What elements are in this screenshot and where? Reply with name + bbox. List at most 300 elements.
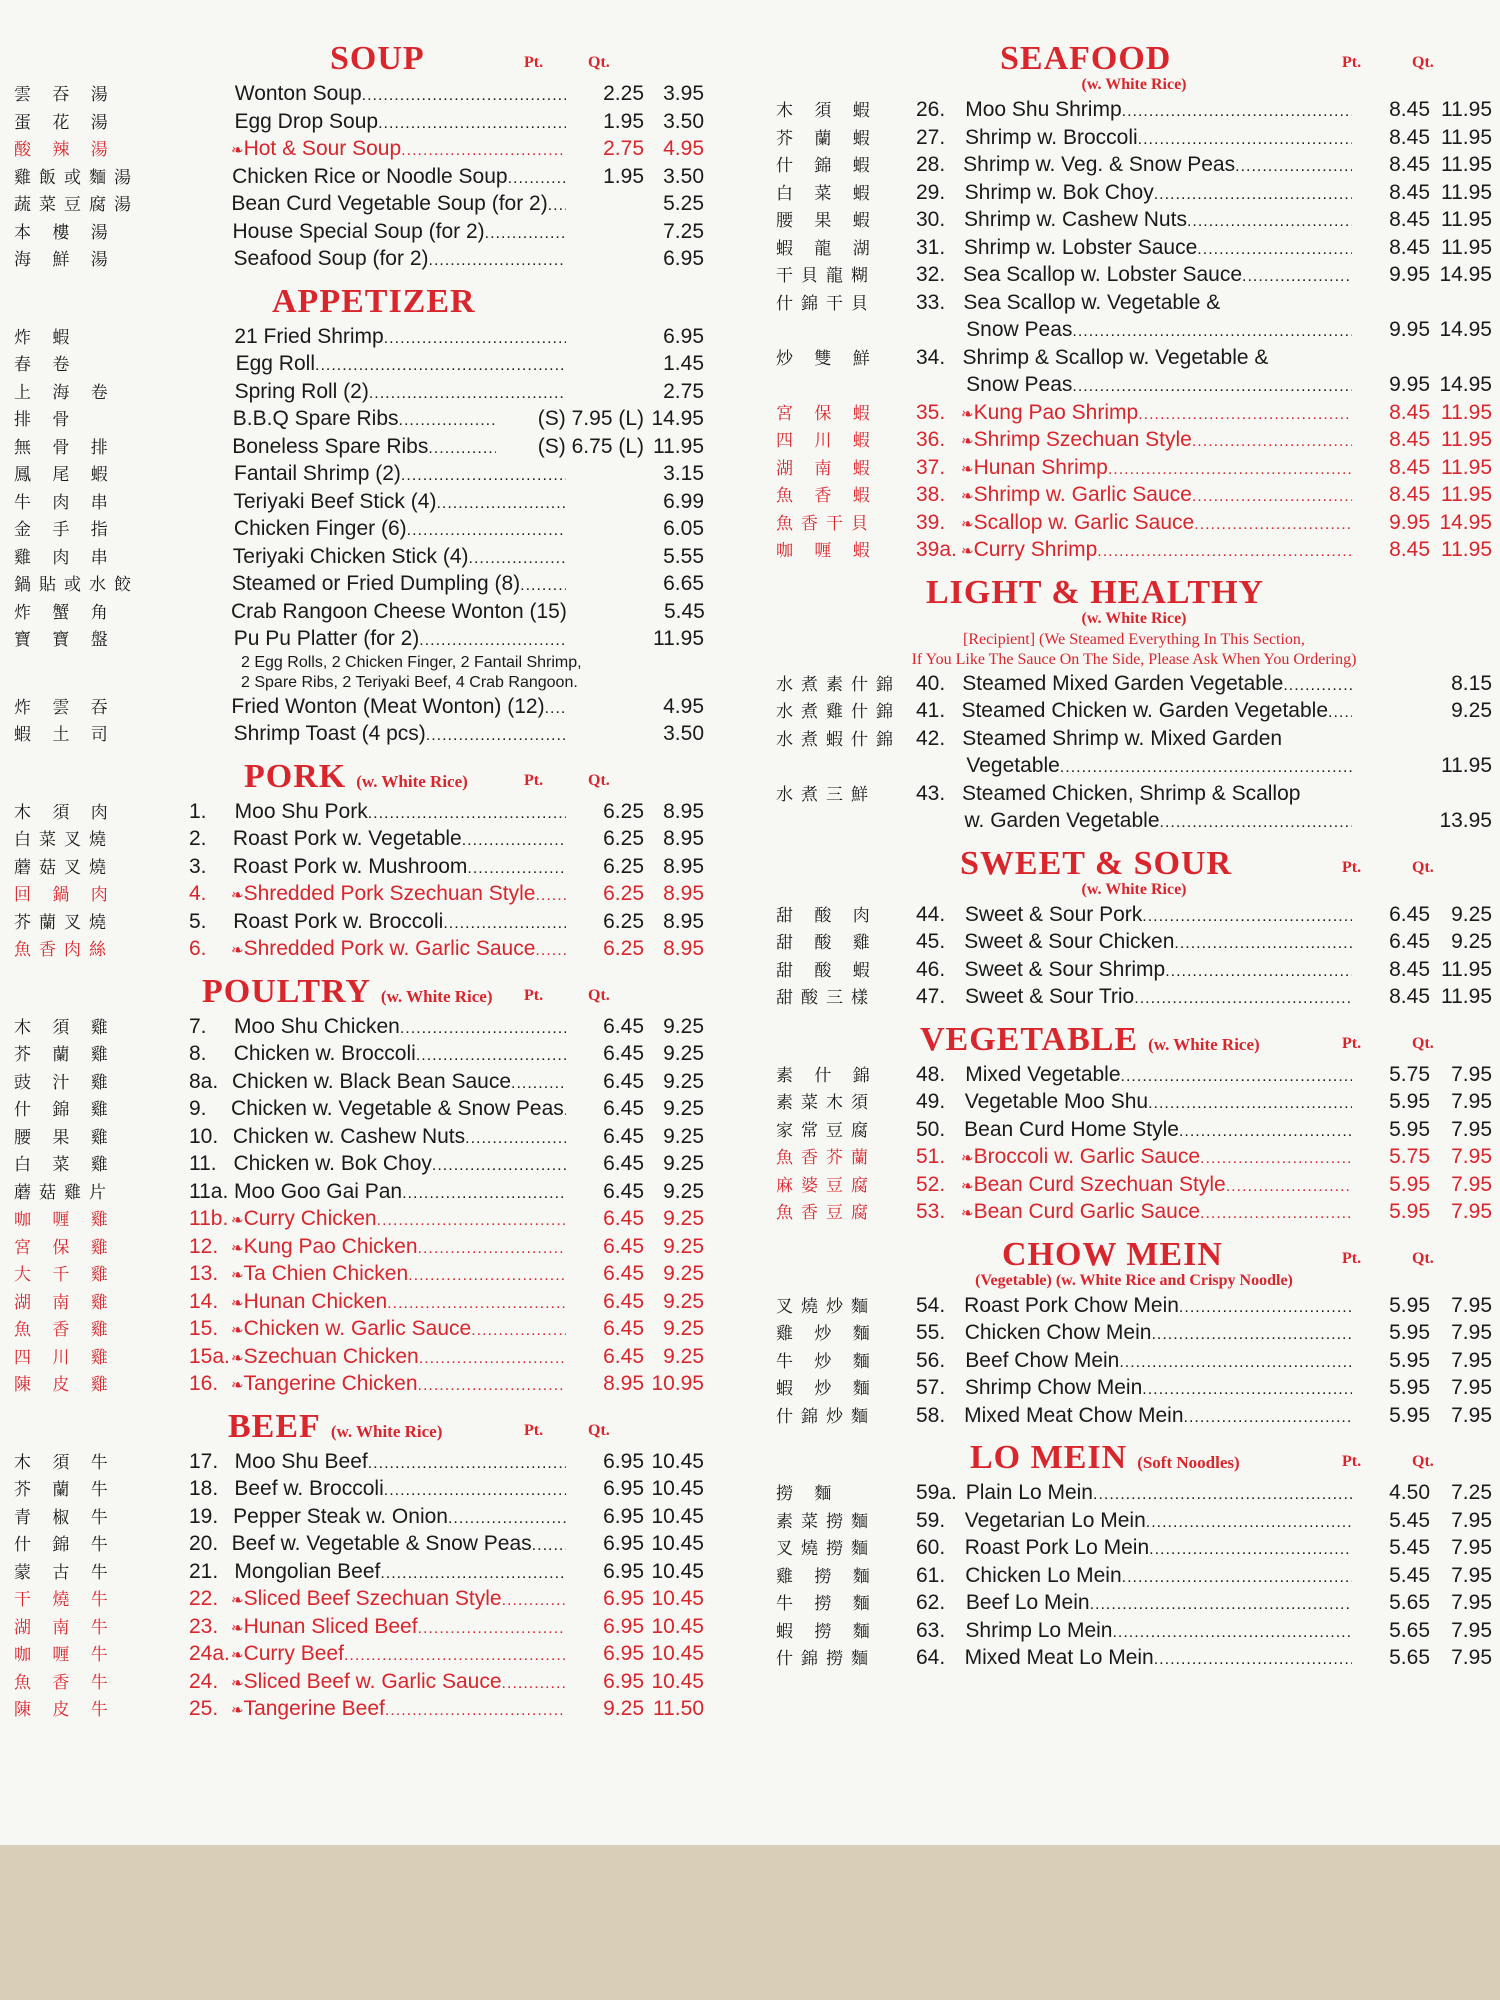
chinese-name: 腰 果 蝦 — [776, 211, 878, 231]
chinese-name: 炸 蝦 — [14, 327, 78, 348]
item-name: Shredded Pork Szechuan Style — [243, 882, 536, 905]
hot-spicy-icon: ❧ — [961, 460, 974, 478]
dot-leader — [535, 882, 566, 910]
quart-price: 7.95 — [1451, 1403, 1492, 1427]
pint-price: 6.25 — [603, 909, 644, 933]
section-chowmein — [776, 1236, 1492, 1430]
item-number: 8. — [189, 1042, 207, 1065]
chinese-name: 大 千 雞 — [14, 1265, 116, 1285]
chinese-name: 干貝龍糊 — [776, 266, 876, 286]
pint-price: 4.50 — [1389, 1481, 1430, 1504]
pint-price: 6.95 — [603, 1614, 644, 1638]
menu-item — [776, 1402, 1492, 1430]
section-title — [920, 1021, 1260, 1059]
menu-item — [14, 1233, 704, 1261]
quart-price: 10.45 — [651, 1669, 704, 1693]
chinese-name: 咖 喱 蝦 — [776, 541, 878, 561]
menu-item — [776, 124, 1492, 152]
section-title — [926, 574, 1264, 612]
item-number: 50. — [916, 1117, 946, 1141]
chinese-name: 湖 南 雞 — [14, 1292, 116, 1313]
item-name: Sliced Beef Szechuan Style — [243, 1587, 502, 1610]
hot-spicy-icon: ❧ — [231, 887, 244, 904]
hot-spicy-icon: ❧ — [961, 543, 974, 560]
item-number: 13. — [189, 1262, 219, 1285]
menu-item — [14, 108, 704, 136]
menu-item — [776, 426, 1492, 454]
item-number: 7. — [189, 1014, 207, 1038]
menu-item — [776, 481, 1492, 509]
quart-header: Qt. — [1412, 1034, 1434, 1052]
chinese-name: 水煮三鮮 — [776, 784, 876, 805]
left-column — [14, 40, 704, 1733]
chinese-name: 素菜撈麵 — [776, 1511, 876, 1532]
item-number: 63. — [916, 1618, 946, 1642]
quart-price: 11.95 — [1441, 400, 1492, 424]
menu-item — [14, 1585, 704, 1613]
chinese-name: 海 鮮 湯 — [14, 250, 116, 270]
chinese-name: 青 椒 牛 — [14, 1507, 116, 1528]
quart-price: 11.95 — [1441, 125, 1492, 149]
pint-price: 6.45 — [603, 1234, 644, 1258]
item-name: Vegetable — [966, 754, 1060, 777]
section-title — [228, 1408, 442, 1446]
chinese-name: 雞 炒 麵 — [776, 1324, 878, 1344]
quart-price: 2.75 — [663, 379, 704, 403]
pint-price: 5.95 — [1389, 1348, 1430, 1372]
item-name: Crab Rangoon Cheese Wonton (15) — [231, 599, 567, 623]
quart-price: 7.95 — [1451, 1090, 1492, 1113]
item-name: 21 Fried Shrimp — [234, 324, 384, 348]
menu-item — [776, 1644, 1492, 1672]
dot-leader — [380, 1560, 566, 1588]
quart-price: 14.95 — [1439, 318, 1492, 341]
quart-header: Qt. — [588, 1421, 610, 1439]
chinese-name: 什 錦 牛 — [14, 1535, 116, 1555]
item-name: Snow Peas — [966, 373, 1073, 396]
pint-price: 5.65 — [1389, 1618, 1430, 1642]
item-name: Roast Pork w. Mushroom — [232, 854, 468, 878]
section-subtitle: (w. White Rice) — [380, 986, 493, 1006]
chinese-name: 炒 雙 鮮 — [776, 348, 878, 369]
quart-price: 4.95 — [663, 694, 704, 718]
dot-leader — [1283, 672, 1352, 700]
item-name: Chicken w. Broccoli — [233, 1042, 416, 1065]
item-name: Szechuan Chicken — [243, 1344, 419, 1368]
quart-price: 10.45 — [651, 1587, 704, 1610]
pint-price: 8.45 — [1389, 455, 1430, 479]
chinese-name: 魚 香 蝦 — [776, 486, 878, 506]
menu-item — [14, 720, 704, 748]
menu-item — [14, 190, 704, 218]
hot-spicy-icon: ❧ — [231, 1212, 244, 1229]
chinese-name: 牛 撈 麵 — [776, 1594, 878, 1614]
dot-leader — [418, 1372, 566, 1400]
section-title — [272, 283, 476, 321]
section-title-text: VEGETABLE — [920, 1020, 1139, 1058]
menu-item — [776, 399, 1492, 427]
chinese-name: 素菜木須 — [776, 1093, 876, 1113]
chinese-name: 蝦 撈 麵 — [776, 1621, 878, 1642]
dot-leader — [532, 1532, 566, 1560]
pint-price: 6.45 — [603, 1289, 644, 1313]
dot-leader — [1165, 958, 1352, 986]
item-number: 22. — [189, 1587, 219, 1610]
section-header — [776, 574, 1492, 614]
pint-price: 6.25 — [603, 882, 644, 905]
item-number: 17. — [189, 1449, 219, 1473]
quart-price: 9.25 — [663, 1014, 704, 1038]
quart-price: 6.65 — [663, 572, 704, 595]
platter-contents: 2 Egg Rolls, 2 Chicken Finger, 2 Fantail Shrimp, — [241, 653, 582, 671]
item-number: 59. — [916, 1508, 946, 1532]
dot-leader — [1160, 809, 1352, 837]
section-subline: (Vegetable) (w. White Rice and Crispy Noodle) — [975, 1271, 1293, 1289]
section-title-text: PORK — [244, 757, 347, 795]
quart-price: 14.95 — [1439, 373, 1492, 396]
hot-spicy-icon: ❧ — [231, 1267, 244, 1284]
hot-spicy-icon: ❧ — [231, 942, 244, 959]
section-subtitle: (w. White Rice) — [1148, 1034, 1260, 1054]
menu-item — [776, 807, 1492, 835]
menu-item — [776, 928, 1492, 956]
item-name: Shredded Pork w. Garlic Sauce — [243, 937, 536, 960]
item-name: Chicken Chow Mein — [964, 1321, 1152, 1344]
hot-spicy-icon: ❧ — [231, 1322, 244, 1339]
quart-price: 7.95 — [1451, 1200, 1492, 1223]
pint-price: 6.95 — [603, 1559, 644, 1583]
pint-price: 5.45 — [1389, 1563, 1430, 1587]
section-title — [1002, 1236, 1223, 1274]
quart-price: 9.25 — [663, 1234, 704, 1258]
menu-item — [776, 1061, 1492, 1089]
hot-spicy-icon: ❧ — [231, 1647, 244, 1664]
chinese-name: 雞 撈 麵 — [776, 1566, 878, 1587]
pint-price: 9.95 — [1389, 373, 1430, 396]
dot-leader — [1090, 1591, 1352, 1619]
chinese-name: 無 骨 排 — [14, 437, 116, 458]
quart-price: 9.25 — [663, 1207, 704, 1230]
pint-price: 6.45 — [603, 1262, 644, 1285]
menu-item — [14, 1205, 704, 1233]
item-number: 24. — [189, 1669, 219, 1693]
menu-item — [14, 1558, 704, 1586]
item-number: 36. — [916, 428, 946, 451]
item-name: Pu Pu Platter (for 2) — [233, 627, 420, 650]
chinese-name: 本 樓 湯 — [14, 222, 116, 243]
menu-item — [14, 1640, 704, 1668]
item-name: Boneless Spare Ribs — [232, 434, 429, 458]
pint-price: 8.95 — [603, 1372, 644, 1395]
chinese-name: 干 燒 牛 — [14, 1590, 116, 1610]
quart-price: 11.95 — [653, 434, 704, 458]
dot-leader — [467, 855, 566, 883]
menu-item — [14, 1013, 704, 1041]
item-name: Shrimp Szechuan Style — [973, 428, 1192, 451]
dot-leader — [443, 910, 566, 938]
pint-price: 6.45 — [603, 1179, 644, 1203]
section-subtitle: (w. White Rice) — [356, 771, 468, 791]
item-name: Moo Shu Chicken — [234, 1014, 400, 1038]
pint-price: 1.95 — [603, 164, 644, 188]
hot-spicy-icon: ❧ — [961, 1205, 974, 1222]
menu-item — [776, 1534, 1492, 1562]
section-header — [14, 283, 704, 323]
chinese-name: 芥 蘭 蝦 — [776, 128, 878, 149]
item-number: 52. — [916, 1172, 946, 1196]
dot-leader — [1154, 1646, 1352, 1674]
dot-leader — [418, 1615, 566, 1643]
quart-price: 3.50 — [663, 109, 704, 133]
item-number: 47. — [916, 985, 946, 1008]
section-title — [330, 40, 425, 78]
section-title-text: POULTRY — [202, 972, 371, 1010]
item-name: Steamed Mixed Garden Vegetable — [962, 671, 1284, 695]
chinese-name: 水煮蝦什錦 — [776, 729, 901, 750]
pint-price: 8.45 — [1389, 957, 1430, 981]
quart-price: 11.95 — [1441, 208, 1492, 231]
section-title — [960, 845, 1232, 883]
menu-item — [776, 752, 1492, 780]
item-name: Bean Curd Home Style — [964, 1117, 1179, 1141]
chinese-name: 酸 辣 湯 — [14, 140, 116, 160]
section-subtitle: (w. White Rice) — [330, 1421, 443, 1441]
menu-item — [14, 350, 704, 378]
quart-price: 11.95 — [1441, 98, 1492, 121]
pint-header: Pt. — [1342, 54, 1362, 71]
dot-leader — [1060, 754, 1352, 782]
dot-leader — [508, 165, 566, 193]
quart-price: 7.95 — [1451, 1376, 1492, 1399]
item-name: Chicken w. Cashew Nuts — [232, 1124, 466, 1148]
section-sweetsour — [776, 845, 1492, 1011]
item-name: B.B.Q Spare Ribs — [232, 407, 399, 430]
item-number: 53. — [916, 1200, 946, 1223]
item-name: Sweet & Sour Pork — [964, 902, 1143, 926]
item-number: 2. — [189, 827, 207, 850]
menu-item — [776, 1292, 1492, 1320]
dot-leader — [385, 1697, 566, 1725]
dot-leader — [399, 407, 496, 435]
item-number: 49. — [916, 1090, 946, 1113]
menu-item — [776, 956, 1492, 984]
dot-leader — [1142, 903, 1352, 931]
item-number: 29. — [916, 180, 946, 204]
chinese-name: 豉 汁 雞 — [14, 1072, 116, 1093]
chinese-name: 雞飯或麵湯 — [14, 167, 139, 188]
menu-item — [776, 234, 1492, 262]
chinese-name: 湖 南 牛 — [14, 1617, 116, 1638]
menu-item — [776, 1198, 1492, 1226]
quart-price: 9.25 — [663, 1344, 704, 1368]
chinese-name: 素 什 錦 — [776, 1065, 878, 1086]
chinese-name: 蘑菇叉燒 — [14, 857, 114, 878]
item-name: w. Garden Vegetable — [964, 809, 1160, 832]
menu-item — [14, 378, 704, 406]
section-subtitle: (Soft Noodles) — [1137, 1453, 1240, 1472]
item-number: 57. — [916, 1376, 946, 1399]
chinese-name: 回 鍋 肉 — [14, 885, 116, 905]
menu-item — [776, 1088, 1492, 1116]
pint-header: Pt. — [524, 54, 544, 71]
menu-item — [14, 1695, 704, 1723]
menu-item — [776, 151, 1492, 179]
chinese-name: 陳 皮 雞 — [14, 1375, 116, 1395]
dot-leader — [315, 352, 566, 380]
section-title-text: LO MEIN — [970, 1439, 1128, 1476]
chinese-name: 白 菜 蝦 — [776, 183, 878, 204]
quart-header: Qt. — [588, 54, 610, 71]
chinese-name: 寶 寶 盤 — [14, 630, 116, 650]
item-number: 11a. — [189, 1179, 229, 1203]
item-number: 32. — [916, 263, 946, 286]
pint-price: 8.45 — [1389, 180, 1430, 204]
pint-price: 5.95 — [1389, 1172, 1430, 1196]
section-header — [776, 1439, 1492, 1479]
pint-header: Pt. — [524, 986, 544, 1004]
menu-item — [776, 536, 1492, 564]
pint-price: 9.95 — [1389, 318, 1430, 341]
quart-price: 7.95 — [1451, 1348, 1492, 1372]
pint-price: 2.25 — [603, 82, 644, 105]
menu-item — [776, 261, 1492, 289]
item-name: Mixed Vegetable — [965, 1062, 1121, 1086]
dot-leader — [471, 1317, 566, 1345]
section-header — [14, 40, 704, 80]
item-number: 41. — [916, 699, 946, 722]
dot-leader — [362, 82, 566, 110]
section-title-text: CHOW MEIN — [1002, 1235, 1223, 1273]
quart-price: 7.95 — [1451, 1618, 1492, 1642]
pint-price: 6.45 — [603, 1097, 644, 1120]
menu-item — [14, 1448, 704, 1476]
dot-leader — [1200, 1145, 1352, 1173]
item-name: Teriyaki Beef Stick (4) — [233, 489, 437, 513]
dot-leader — [368, 800, 566, 828]
item-number: 64. — [916, 1646, 946, 1669]
pint-price: 6.25 — [603, 827, 644, 850]
item-number: 20. — [189, 1532, 219, 1555]
dot-leader — [419, 627, 566, 655]
dot-leader — [436, 490, 566, 518]
quart-price: 7.95 — [1451, 1172, 1492, 1196]
quart-price: 1.45 — [663, 352, 704, 375]
chinese-name: 炸 蟹 角 — [14, 602, 116, 623]
item-name: Shrimp w. Broccoli — [964, 125, 1138, 149]
chinese-name: 家常豆腐 — [776, 1120, 876, 1141]
chinese-name: 撈 麵 — [776, 1484, 840, 1504]
dot-leader — [1235, 153, 1352, 181]
chinese-name: 鳳 尾 蝦 — [14, 465, 116, 485]
dot-leader — [416, 1042, 566, 1070]
item-name: Roast Pork Chow Mein — [964, 1293, 1179, 1317]
section-pork — [14, 758, 704, 963]
item-name: House Special Soup (for 2) — [232, 219, 485, 243]
quart-price: 14.95 — [651, 407, 704, 430]
section-title-text: SEAFOOD — [1000, 40, 1172, 77]
quart-price: 9.25 — [1451, 930, 1492, 953]
dot-leader — [1192, 428, 1352, 456]
chinese-name: 白菜叉燒 — [14, 830, 114, 850]
quart-price: 3.15 — [663, 462, 704, 485]
section-title — [1000, 40, 1171, 78]
quart-price: 7.95 — [1451, 1145, 1492, 1168]
section-title-text: APPETIZER — [272, 282, 476, 320]
chinese-name: 牛 肉 串 — [14, 492, 116, 513]
item-name: Bean Curd Vegetable Soup (for 2) — [231, 192, 548, 215]
dot-leader — [1242, 263, 1352, 291]
chinese-name: 咖 喱 雞 — [14, 1210, 116, 1230]
chinese-name: 魚 香 雞 — [14, 1320, 116, 1340]
item-number: 38. — [916, 483, 946, 506]
chinese-name: 四 川 蝦 — [776, 431, 878, 451]
pint-price: 6.45 — [603, 1124, 644, 1148]
item-name: Fantail Shrimp (2) — [234, 462, 401, 485]
item-name: Chicken w. Vegetable & Snow Peas — [231, 1097, 564, 1120]
menu-item — [14, 1613, 704, 1641]
item-number: 37. — [916, 455, 946, 479]
dot-leader — [419, 1345, 566, 1373]
chinese-name: 四 川 雞 — [14, 1347, 116, 1368]
dot-leader — [401, 137, 566, 165]
chinese-name: 甜 酸 蝦 — [776, 960, 878, 981]
item-number: 6. — [189, 937, 207, 960]
menu-item — [776, 316, 1492, 344]
menu-item — [14, 625, 704, 653]
item-name: Beef w. Vegetable & Snow Peas — [231, 1532, 532, 1555]
pint-price: 5.95 — [1389, 1293, 1430, 1317]
dot-leader — [1174, 930, 1352, 958]
quart-price: 11.95 — [1441, 235, 1492, 259]
quart-price: 10.45 — [651, 1532, 704, 1555]
chinese-name: 木 須 蝦 — [776, 101, 878, 121]
quart-price: 9.25 — [663, 1124, 704, 1148]
item-number: 8a. — [189, 1069, 219, 1093]
dot-leader — [502, 1670, 566, 1698]
item-number: 39a. — [916, 538, 957, 561]
pint-price: 8.45 — [1389, 235, 1430, 259]
quart-price: 8.95 — [663, 909, 704, 933]
item-number: 3. — [189, 854, 207, 878]
pint-price: 6.95 — [603, 1587, 644, 1610]
pint-price: 6.45 — [1389, 902, 1430, 926]
quart-price: 13.95 — [1439, 809, 1492, 832]
dot-leader — [1119, 1349, 1352, 1377]
pint-header: Pt. — [1342, 1034, 1362, 1052]
dot-leader — [378, 110, 566, 138]
quart-price: 9.25 — [663, 1317, 704, 1340]
pint-price: 8.45 — [1389, 208, 1430, 231]
menu-item — [776, 1143, 1492, 1171]
item-number: 40. — [916, 671, 946, 695]
pint-price: 2.75 — [603, 137, 644, 160]
item-name: Chicken w. Black Bean Sauce — [232, 1069, 512, 1093]
chinese-name: 鍋貼或水餃 — [14, 575, 139, 595]
menu-item — [776, 1479, 1492, 1507]
menu-item — [14, 460, 704, 488]
hot-spicy-icon: ❧ — [231, 1592, 244, 1609]
item-number: 35. — [916, 400, 946, 424]
chinese-name: 雞 肉 串 — [14, 547, 116, 568]
pint-price: 8.45 — [1389, 153, 1430, 176]
dot-leader — [1097, 538, 1352, 566]
menu-item — [14, 1503, 704, 1531]
item-name: Moo Goo Gai Pan — [234, 1179, 403, 1203]
dot-leader — [1138, 126, 1352, 154]
quart-price: 9.25 — [663, 1262, 704, 1285]
pint-price: 8.45 — [1389, 985, 1430, 1008]
item-name: Shrimp w. Veg. & Snow Peas — [963, 153, 1236, 176]
